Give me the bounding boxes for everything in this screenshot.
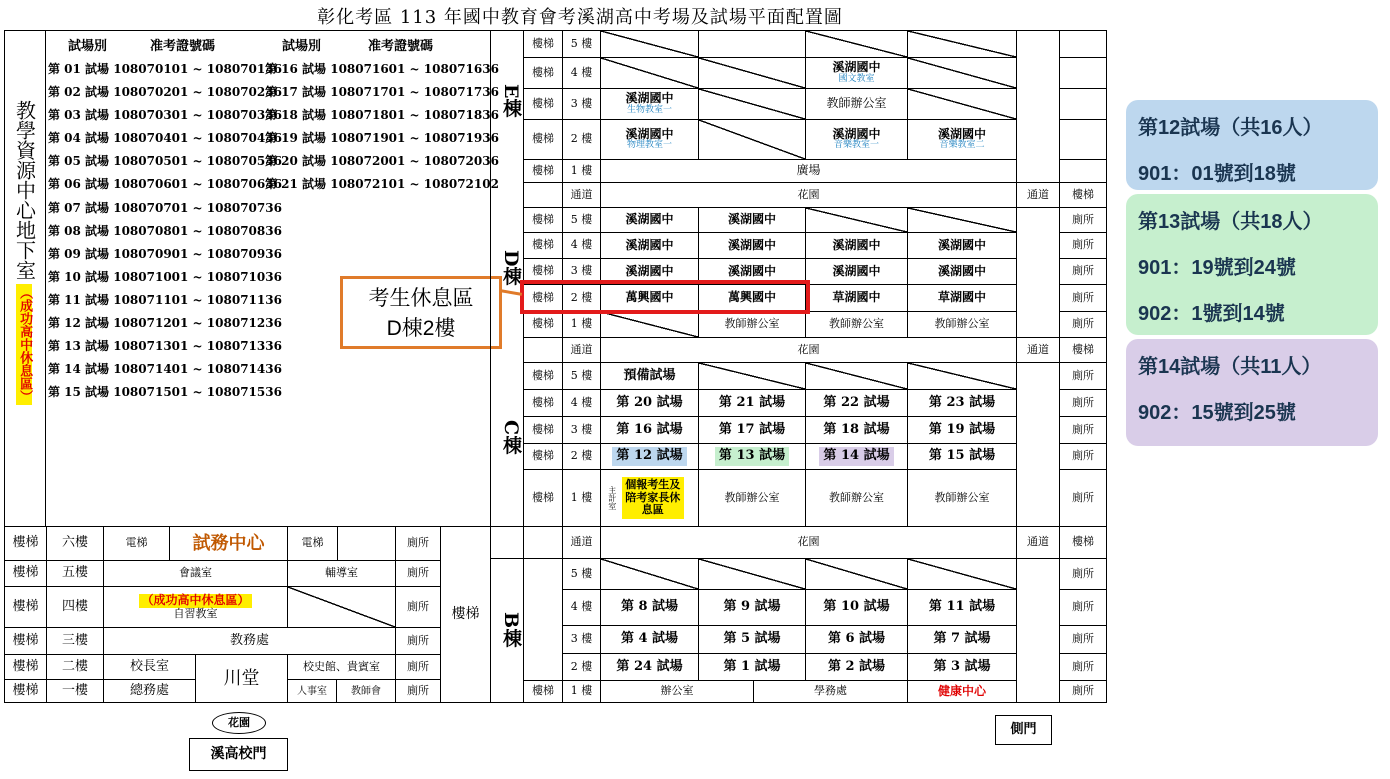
accounting-office: 主計室 <box>607 486 617 510</box>
room-row: 第 08 試場 108070801 ~ 108070836 <box>48 223 282 238</box>
empty-room <box>907 207 1017 233</box>
exam-room: 第 24 試場 <box>600 653 699 681</box>
school-name: 溪湖國中 <box>832 60 881 75</box>
b-stairs-column <box>523 558 563 681</box>
room-cell: 萬興國中 <box>698 284 806 312</box>
room-cell: 草湖國中 <box>907 284 1017 312</box>
stairs-cell: 樓梯 <box>523 119 563 160</box>
floor-cell: 1 樓 <box>562 469 601 527</box>
floor-cell: 4 樓 <box>562 589 601 626</box>
exam-room: 第 6 試場 <box>805 625 908 654</box>
d-building-label: D棟 <box>500 250 522 286</box>
room-cell <box>907 119 1017 160</box>
info-box-room-13 <box>1126 194 1378 335</box>
info-box-line: 901：01號到18號 <box>1138 163 1296 185</box>
corridor-cell: 通道 <box>1016 526 1060 559</box>
rest-area-line2: D棟2樓 <box>386 317 456 340</box>
room-row: 第 14 試場 108071401 ~ 108071436 <box>48 362 282 377</box>
room-cell <box>805 57 908 89</box>
room-row: 第 12 試場 108071201 ~ 108071236 <box>48 316 282 331</box>
room-cell: 教師辦公室 <box>907 311 1017 338</box>
room-cell <box>600 88 699 120</box>
info-box-room-14 <box>1126 339 1378 446</box>
e-column-right <box>1016 30 1060 183</box>
room-cell <box>337 526 396 561</box>
room-sub: 物理教室一 <box>626 140 672 151</box>
meeting-room-cell: 會議室 <box>103 560 288 587</box>
room-row: 第 07 試場 108070701 ~ 108070736 <box>48 200 282 215</box>
stairs-cell: 樓梯 <box>523 30 563 58</box>
corridor-cell: 通道 <box>562 526 601 559</box>
exam-room: 第 1 試場 <box>698 653 806 681</box>
empty-room <box>698 119 806 160</box>
special-rest-area: 個報考生及陪考家長休息區 <box>622 477 684 519</box>
floor-cell: 4 樓 <box>562 389 601 417</box>
b-building-label: B棟 <box>500 612 522 648</box>
room-cell: 溪湖國中 <box>600 207 699 233</box>
room-cell: 教師辦公室 <box>698 311 806 338</box>
c-building-label: C棟 <box>500 420 522 455</box>
info-box-title: 第13試場（共18人） <box>1138 211 1323 233</box>
room-row: 第 06 試場 108070601 ~ 108070636 <box>48 177 282 192</box>
room-cell: 教師辦公室 <box>805 469 908 527</box>
room-cell: 溪湖國中 <box>600 258 699 285</box>
room-row: 第 09 試場 108070901 ~ 108070936 <box>48 246 282 261</box>
empty-room <box>600 30 699 58</box>
exam-room: 第 22 試場 <box>805 389 908 417</box>
toilet-cell: 廁所 <box>395 654 441 680</box>
stairs-cell: 樓梯 <box>523 258 563 285</box>
corridor-cell: 通道 <box>1016 337 1060 363</box>
history-hall-cell: 校史館、貴賓室 <box>287 654 396 680</box>
stairs-cell: 樓梯 <box>523 443 563 470</box>
stairs-cell: 樓梯 <box>4 627 47 655</box>
room-row: 第 04 試場 108070401 ~ 108070436 <box>48 131 282 146</box>
exam-room-cell <box>600 443 699 470</box>
empty-room <box>698 558 806 590</box>
health-center-cell: 健康中心 <box>907 680 1017 703</box>
toilet-cell: 廁所 <box>1059 625 1107 654</box>
d-column-right <box>1016 207 1060 338</box>
stairs-cell: 樓梯 <box>1059 182 1107 208</box>
floor-cell: 3 樓 <box>562 416 601 444</box>
empty-room <box>805 362 908 390</box>
stairs-cell: 樓梯 <box>523 207 563 233</box>
empty-room <box>287 586 396 628</box>
room-row: 第 02 試場 108070201 ~ 108070236 <box>48 85 282 100</box>
room-cell: 溪湖國中 <box>907 258 1017 285</box>
stairs-cell: 樓梯 <box>4 654 47 680</box>
exam-room: 第 5 試場 <box>698 625 806 654</box>
garden-oval: 花園 <box>212 712 266 734</box>
stairs-cell: 樓梯 <box>1059 526 1107 559</box>
study-room-label: 自習教室 <box>173 606 218 620</box>
student-affairs-cell: 學務處 <box>753 680 908 703</box>
room-cell: 預備試場 <box>600 362 699 390</box>
floor-label: 二樓 <box>46 654 104 680</box>
toilet-cell: 廁所 <box>1059 558 1107 590</box>
side-cell <box>1059 57 1107 89</box>
corridor-cell: 通道 <box>562 337 601 363</box>
elevator-cell: 電梯 <box>103 526 170 561</box>
room-cell: 草湖國中 <box>805 284 908 312</box>
floor-cell: 2 樓 <box>562 653 601 681</box>
header-room-1: 試場別 <box>68 39 108 54</box>
room-row: 第 11 試場 108071101 ~ 108071136 <box>48 292 282 307</box>
room-row: 第 03 試場 108070301 ~ 108070336 <box>48 108 282 123</box>
room-row: 第 05 試場 108070501 ~ 108070536 <box>48 154 282 169</box>
empty-room <box>805 558 908 590</box>
room-row: 第 01 試場 108070101 ~ 108070136 <box>48 62 282 76</box>
exam-room: 第 17 試場 <box>698 416 806 444</box>
room-row: 第 20 試場 108072001 ~ 108072036 <box>265 154 499 169</box>
garden-left-cell <box>490 526 563 559</box>
floor-label: 五樓 <box>46 560 104 587</box>
toilet-cell: 廁所 <box>395 526 441 561</box>
floor-cell: 1 樓 <box>562 159 601 183</box>
empty-room <box>805 207 908 233</box>
main-gate: 溪高校門 <box>189 738 288 771</box>
floor-label: 三樓 <box>46 627 104 655</box>
room-cell: 溪湖國中 <box>907 232 1017 259</box>
teachers-assoc-cell: 教師會 <box>336 679 396 703</box>
header-id-2: 准考證號碼 <box>368 39 434 54</box>
floor-cell: 5 樓 <box>562 558 601 590</box>
info-box-title: 第12試場（共16人） <box>1138 117 1323 139</box>
floor-cell: 4 樓 <box>562 57 601 89</box>
stairs-cell: 樓梯 <box>523 389 563 417</box>
left-vertical-text: 教學資源中心地下室 <box>12 100 37 280</box>
room-sub: 生物教室一 <box>626 104 672 115</box>
info-box-room-12 <box>1126 100 1378 190</box>
exam-room: 第 11 試場 <box>907 589 1017 626</box>
academic-affairs-cell: 教務處 <box>103 627 396 655</box>
room-cell: 教師辦公室 <box>805 88 908 120</box>
exam-room: 第 9 試場 <box>698 589 806 626</box>
plaza-cell: 廣場 <box>600 159 1017 183</box>
exam-room: 第 23 試場 <box>907 389 1017 417</box>
toilet-cell: 廁所 <box>395 560 441 587</box>
side-cell <box>1059 30 1107 58</box>
exam-room: 第 7 試場 <box>907 625 1017 654</box>
school-name: 溪湖國中 <box>625 91 674 106</box>
garden-cell: 花園 <box>600 526 1017 559</box>
empty-room <box>907 57 1017 89</box>
side-cell <box>1059 159 1107 183</box>
personnel-cell: 人事室 <box>287 679 337 703</box>
header-room-2: 試場別 <box>282 39 322 54</box>
room-cell <box>698 30 806 58</box>
toilet-cell: 廁所 <box>395 586 441 628</box>
floor-cell: 3 樓 <box>562 258 601 285</box>
stairs-cell: 樓梯 <box>523 680 563 703</box>
stairs-cell: 樓梯 <box>4 679 47 703</box>
exam-room-12: 第 12 試場 <box>612 447 686 465</box>
floor-cell: 2 樓 <box>562 443 601 470</box>
toilet-cell: 廁所 <box>1059 207 1107 233</box>
exam-room: 第 15 試場 <box>907 443 1017 470</box>
info-box-line: 902：1號到14號 <box>1138 303 1285 325</box>
toilet-cell: 廁所 <box>1059 258 1107 285</box>
building-label-column <box>490 30 524 703</box>
exam-room: 第 20 試場 <box>600 389 699 417</box>
room-cell: 教師辦公室 <box>907 469 1017 527</box>
stairs-cell: 樓梯 <box>4 526 47 561</box>
floor-label: 六樓 <box>46 526 104 561</box>
empty-room <box>698 88 806 120</box>
exam-room-14: 第 14 試場 <box>819 447 893 465</box>
room-cell: 溪湖國中 <box>698 232 806 259</box>
room-cell: 萬興國中 <box>600 284 699 312</box>
room-row: 第 10 試場 108071001 ~ 108071036 <box>48 269 282 284</box>
left-vertical-label <box>10 100 38 405</box>
garden-cell: 花園 <box>600 337 1017 363</box>
corridor-cell: 通道 <box>1016 182 1060 208</box>
room-cell: 溪湖國中 <box>600 232 699 259</box>
header-id-1: 准考證號碼 <box>150 39 216 54</box>
left-vertical-note: （成功高中休息區） <box>17 286 33 403</box>
floor-cell: 5 樓 <box>562 362 601 390</box>
toilet-cell: 廁所 <box>1059 653 1107 681</box>
empty-room <box>907 558 1017 590</box>
side-cell <box>1059 119 1107 160</box>
toilet-cell: 廁所 <box>1059 232 1107 259</box>
toilet-cell: 廁所 <box>395 627 441 655</box>
room-sub: 國文教室 <box>838 73 875 84</box>
b-column-right <box>1016 558 1060 703</box>
office-cell: 辦公室 <box>600 680 754 703</box>
stairs-cell: 樓梯 <box>4 586 47 628</box>
stairs-cell: 樓梯 <box>1059 337 1107 363</box>
stairs-cell: 樓梯 <box>523 284 563 312</box>
empty-room <box>698 57 806 89</box>
empty-room <box>600 558 699 590</box>
room-cell: 溪湖國中 <box>805 258 908 285</box>
room-sub: 音樂教室一 <box>833 140 879 151</box>
toilet-cell: 廁所 <box>395 679 441 703</box>
room-cell <box>805 119 908 160</box>
exam-room: 第 3 試場 <box>907 653 1017 681</box>
school-name: 溪湖國中 <box>937 126 986 141</box>
side-cell <box>1059 88 1107 120</box>
floor-cell: 2 樓 <box>562 284 601 312</box>
study-room-cell <box>103 586 288 628</box>
school-name: 溪湖國中 <box>625 126 674 141</box>
hall-cell: 川堂 <box>195 654 288 703</box>
room-row: 第 16 試場 108071601 ~ 108071636 <box>265 62 499 76</box>
exam-room: 第 2 試場 <box>805 653 908 681</box>
counseling-cell: 輔導室 <box>287 560 396 587</box>
floor-cell: 1 樓 <box>562 680 601 703</box>
empty-room <box>698 362 806 390</box>
e-building-label: E棟 <box>500 84 522 118</box>
floor-cell: 3 樓 <box>562 88 601 120</box>
info-box-line: 901：19號到24號 <box>1138 257 1296 279</box>
side-gate: 側門 <box>995 715 1052 745</box>
exam-center-cell: 試務中心 <box>169 526 288 561</box>
rest-area-highlight <box>520 280 810 314</box>
exam-room: 第 10 試場 <box>805 589 908 626</box>
corridor-cell: 通道 <box>562 182 601 208</box>
exam-room-13: 第 13 試場 <box>715 447 789 465</box>
empty-room <box>600 311 699 338</box>
info-box-title: 第14試場（共11人） <box>1138 356 1322 378</box>
stairs-cell: 樓梯 <box>523 362 563 390</box>
room-list-right <box>265 58 499 197</box>
stairs-cell: 樓梯 <box>523 57 563 89</box>
stairs-cell: 樓梯 <box>4 560 47 587</box>
toilet-cell: 廁所 <box>1059 589 1107 626</box>
toilet-cell: 廁所 <box>1059 389 1107 417</box>
toilet-cell: 廁所 <box>1059 284 1107 312</box>
stairs-cell: 樓梯 <box>523 159 563 183</box>
toilet-cell: 廁所 <box>1059 362 1107 390</box>
school-name: 溪湖國中 <box>832 126 881 141</box>
room-cell: 教師辦公室 <box>805 311 908 338</box>
room-cell: 溪湖國中 <box>698 258 806 285</box>
empty-room <box>907 362 1017 390</box>
floor-label: 四樓 <box>46 586 104 628</box>
exam-room-cell <box>805 443 908 470</box>
floor-cell: 5 樓 <box>562 207 601 233</box>
toilet-cell: 廁所 <box>1059 311 1107 338</box>
garden-cell: 花園 <box>600 182 1017 208</box>
exam-room: 第 16 試場 <box>600 416 699 444</box>
floor-cell: 1 樓 <box>562 311 601 338</box>
room-cell <box>600 119 699 160</box>
rest-area-note: （成功高中休息區） <box>141 593 250 608</box>
rest-area-callout <box>340 276 502 349</box>
room-row: 第 17 試場 108071701 ~ 108071736 <box>265 85 499 100</box>
room-list-left <box>48 58 282 404</box>
floor-label: 一樓 <box>46 679 104 703</box>
stairs-cell: 樓梯 <box>523 416 563 444</box>
floor-cell: 2 樓 <box>562 119 601 160</box>
exam-room: 第 4 試場 <box>600 625 699 654</box>
empty-room <box>907 88 1017 120</box>
room-cell <box>600 469 699 527</box>
toilet-cell: 廁所 <box>1059 680 1107 703</box>
exam-room: 第 21 試場 <box>698 389 806 417</box>
room-row: 第 19 試場 108071901 ~ 108071936 <box>265 131 499 146</box>
empty-room <box>805 30 908 58</box>
exam-room: 第 19 試場 <box>907 416 1017 444</box>
floor-cell: 4 樓 <box>562 232 601 259</box>
info-box-line: 902：15號到25號 <box>1138 402 1296 424</box>
room-row: 第 18 試場 108071801 ~ 108071836 <box>265 108 499 123</box>
c-column-right <box>1016 362 1060 527</box>
room-sub: 音樂教室二 <box>939 140 985 151</box>
empty-room <box>907 30 1017 58</box>
floor-cell: 3 樓 <box>562 625 601 654</box>
elevator-cell: 電梯 <box>287 526 338 561</box>
stairs-cell: 樓梯 <box>523 311 563 338</box>
stairs-cell: 樓梯 <box>523 88 563 120</box>
general-affairs-cell: 總務處 <box>103 679 196 703</box>
room-row: 第 21 試場 108072101 ~ 108072102 <box>265 177 499 192</box>
principal-cell: 校長室 <box>103 654 196 680</box>
main-bldg-stairs-label: 樓梯 <box>451 606 480 623</box>
room-cell: 教師辦公室 <box>698 469 806 527</box>
stairs-cell: 樓梯 <box>523 469 563 527</box>
toilet-cell: 廁所 <box>1059 416 1107 444</box>
exam-room-cell <box>698 443 806 470</box>
stairs-cell: 樓梯 <box>523 232 563 259</box>
rest-area-line1: 考生休息區 <box>368 287 474 310</box>
exam-room: 第 8 試場 <box>600 589 699 626</box>
room-cell: 溪湖國中 <box>805 232 908 259</box>
floor-cell: 5 樓 <box>562 30 601 58</box>
room-row: 第 13 試場 108071301 ~ 108071336 <box>48 339 282 354</box>
toilet-cell: 廁所 <box>1059 469 1107 527</box>
exam-room: 第 18 試場 <box>805 416 908 444</box>
room-row: 第 15 試場 108071501 ~ 108071536 <box>48 385 282 400</box>
toilet-cell: 廁所 <box>1059 443 1107 470</box>
empty-room <box>600 57 699 89</box>
room-cell: 溪湖國中 <box>698 207 806 233</box>
page-title: 彰化考區 113 年國中教育會考溪湖高中考場及試場平面配置圖 <box>317 7 843 28</box>
